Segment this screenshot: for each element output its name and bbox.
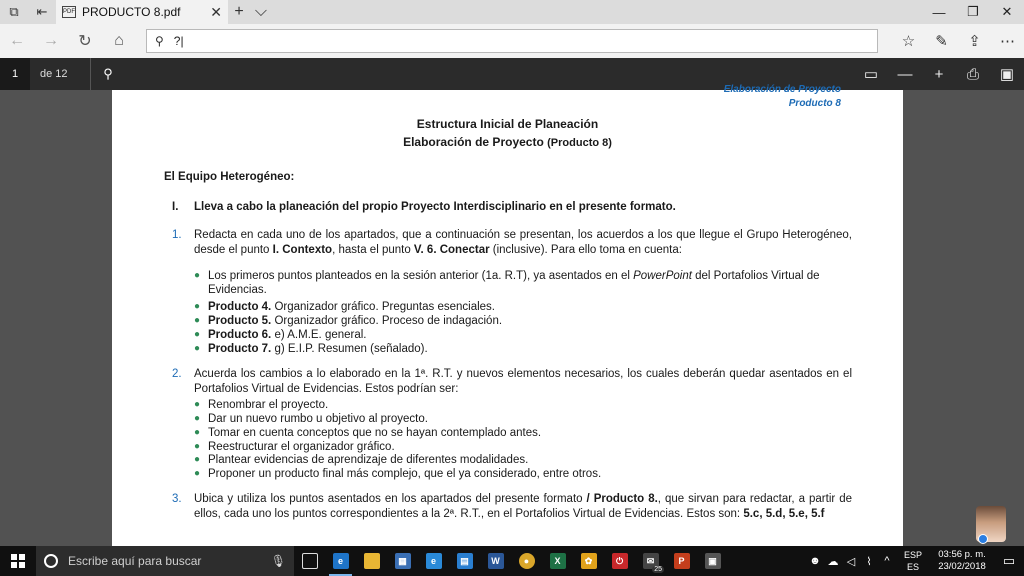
avatar[interactable]	[976, 506, 1006, 542]
tab-close-icon[interactable]: ✕	[210, 3, 222, 20]
address-input[interactable]: ?|	[173, 34, 184, 48]
forward-arrow-icon[interactable]: →	[43, 32, 59, 49]
word-icon[interactable]: W	[480, 546, 511, 576]
more-icon[interactable]: ⋯	[1000, 33, 1015, 50]
powerpoint-icon[interactable]: P	[666, 546, 697, 576]
save-icon[interactable]: ▣	[999, 66, 1015, 83]
tab-actions-icon[interactable]: ⧉	[9, 4, 19, 19]
section-text: Lleva a cabo la planeación del propio Proyecto Interdisciplinario en el presente formato.	[194, 201, 676, 213]
bullet-item	[194, 467, 854, 481]
restore-icon[interactable]: ❐	[967, 4, 979, 19]
favorites-icon[interactable]: ☆	[901, 33, 916, 50]
browser-tab-bar	[0, 0, 1024, 24]
excel-icon[interactable]: X	[542, 546, 573, 576]
bullet-item	[194, 412, 854, 426]
bullet-icon: ●	[194, 270, 201, 281]
document-subtitle	[112, 135, 903, 149]
onedrive-icon[interactable]: ☁	[827, 555, 839, 568]
item-number: 3.	[172, 493, 182, 505]
header-top-text: Elaboración de Proyecto	[723, 84, 841, 95]
bullet-item	[194, 453, 854, 467]
section-heading	[172, 201, 676, 213]
item-text: Redacta en cada uno de los apartados, que a continuación se presentan, los acuerdos a los que llegue el Grupo Heterogéneo, desde el punto I. Contexto, hasta el punto V. 6. Conectar (inclusive). Para ello toma en cuenta:	[194, 229, 852, 256]
paint-icon[interactable]: ✿	[573, 546, 604, 576]
bullet-icon: ●	[194, 343, 201, 354]
home-icon[interactable]: ⌂	[114, 32, 124, 49]
bullet-icon: ●	[194, 441, 201, 452]
minimize-icon[interactable]: —	[932, 4, 946, 20]
file-explorer-icon[interactable]	[356, 546, 387, 576]
pdf-viewer[interactable]	[0, 84, 1024, 546]
clock[interactable]: 03:56 p. m. 23/02/2018	[938, 549, 986, 572]
people-icon[interactable]: ☻	[809, 555, 821, 567]
bullet-item	[194, 426, 854, 440]
chrome-icon[interactable]: ●	[511, 546, 542, 576]
bullet-text: Plantear evidencias de aprendizaje de diferentes modalidades.	[208, 454, 529, 466]
close-window-icon[interactable]: ✕	[1001, 4, 1013, 19]
header-product: Producto 8	[788, 98, 841, 109]
back-arrow-icon[interactable]: ←	[9, 32, 25, 49]
mail-badge: 25	[654, 566, 662, 573]
search-icon: ⚲	[155, 34, 164, 48]
bullet-item	[194, 314, 854, 328]
power-icon[interactable]: ⏻	[604, 546, 635, 576]
share-icon[interactable]: ⇪	[968, 33, 981, 50]
subtitle-product: (Producto 8)	[547, 137, 612, 149]
list-item-1	[172, 228, 852, 258]
avatar-badge-icon	[978, 534, 988, 544]
web-note-icon[interactable]: ✎	[935, 33, 948, 50]
cortana-icon	[44, 554, 58, 568]
start-button[interactable]	[0, 546, 36, 576]
tab-title: PRODUCTO 8.pdf	[82, 5, 181, 19]
bullet-item	[194, 440, 854, 454]
misc-app-icon[interactable]: ▣	[697, 546, 728, 576]
window-controls	[922, 0, 1024, 24]
bullet-item	[194, 398, 854, 412]
system-tray	[806, 546, 1024, 576]
bullet-text: Reestructurar el organizador gráfico.	[208, 441, 395, 453]
tab-producto-8[interactable]	[56, 0, 228, 24]
print-icon[interactable]: ⎙	[966, 65, 979, 83]
bullet-icon: ●	[194, 427, 201, 438]
pdf-page	[112, 84, 903, 550]
windows-logo-icon	[11, 554, 25, 568]
item-text: Acuerda los cambios a lo elaborado en la 1ª. R.T. y nuevos elementos necesarios, los cuales deberán quedar asentados en el Portafolios Virtual de Evidencias. Estos podrían ser:	[194, 368, 852, 395]
bullet-text: Producto 6. e) A.M.E. general.	[208, 329, 367, 341]
bullet-icon: ●	[194, 454, 201, 465]
item-text: Ubica y utiliza los puntos asentados en los apartados del presente formato / Producto 8., que sirvan para redactar, a partir de ellos, cada uno los puntos correspondientes a la 2ª. R.T., en el Portafolios Virtual de Evidencias. Estos son: 5.c, 5.d, 5.e, 5.f	[194, 493, 852, 520]
notification-center-icon[interactable]: ▭	[1002, 553, 1016, 568]
bullet-text: Tomar en cuenta conceptos que no se hayan contemplado antes.	[208, 427, 542, 439]
team-heading: El Equipo Heterogéneo:	[164, 171, 295, 183]
volume-icon[interactable]: ◁	[846, 555, 856, 568]
microphone-icon[interactable]: 🎙	[270, 554, 286, 568]
subtitle-main: Elaboración de Proyecto	[403, 135, 544, 149]
pdf-search-icon[interactable]: ⚲	[90, 58, 126, 90]
search-placeholder: Escribe aquí para buscar	[68, 554, 202, 568]
navigation-bar	[0, 24, 1024, 58]
pdf-toolbar	[0, 58, 1024, 90]
chevron-up-icon[interactable]: ^	[884, 555, 890, 567]
bullet-text: Los primeros puntos planteados en la sesión anterior (1a. R.T), ya asentados en el PowerPoint del Portafolios Virtual de Evidencias.	[208, 270, 820, 296]
page-count: de 12	[40, 68, 68, 80]
page-number-input[interactable]: 1	[0, 58, 30, 90]
bullet-icon: ●	[194, 315, 201, 326]
bullet-icon: ●	[194, 399, 201, 410]
new-tab-button[interactable]: +	[234, 3, 244, 20]
item-number: 2.	[172, 368, 182, 380]
bullet-icon: ●	[194, 329, 201, 340]
pdf-file-icon: PDF	[62, 6, 76, 18]
zoom-out-icon[interactable]: —	[897, 65, 913, 83]
bullet-item	[194, 342, 854, 356]
item-number: 1.	[172, 229, 182, 241]
browser-actions	[892, 24, 1024, 58]
bullet-text: Producto 4. Organizador gráfico. Preguntas esenciales.	[208, 301, 495, 313]
bullet-icon: ●	[194, 413, 201, 424]
section-number: I.	[172, 201, 179, 213]
bullet-item	[194, 269, 854, 297]
bullet-text: Renombrar el proyecto.	[208, 399, 329, 411]
bullet-icon: ●	[194, 301, 201, 312]
fit-page-icon[interactable]: ▭	[863, 66, 879, 83]
tab-preview-chevron-icon[interactable]: ⌵	[254, 3, 268, 20]
bullet-item	[194, 300, 854, 314]
bullet-text: Producto 7. g) E.I.P. Resumen (señalado).	[208, 343, 428, 355]
mail-icon[interactable]: ✉ 25	[635, 546, 666, 576]
bullet-text: Proponer un producto final más complejo, que el ya considerado, entre otros.	[208, 468, 602, 480]
document-title: Estructura Inicial de Planeación	[416, 117, 599, 131]
list-item-3	[172, 492, 852, 522]
language-indicator[interactable]: ESP ES	[903, 550, 922, 572]
address-bar[interactable]	[146, 29, 878, 53]
taskbar-search[interactable]	[36, 546, 294, 576]
bullet-item	[194, 328, 854, 342]
store-icon[interactable]: ▦	[387, 546, 418, 576]
windows-taskbar	[0, 546, 1024, 576]
outlook-icon[interactable]: ▤	[449, 546, 480, 576]
zoom-in-icon[interactable]: +	[934, 65, 944, 83]
internet-explorer-icon[interactable]: e	[418, 546, 449, 576]
network-icon[interactable]: ⌇	[866, 555, 872, 568]
task-view-icon[interactable]	[294, 546, 325, 576]
list-item-2	[172, 367, 852, 397]
bullet-text: Dar un nuevo rumbo u objetivo al proyecto.	[208, 413, 428, 425]
bullet-icon: ●	[194, 468, 201, 479]
pdf-toolbar-actions	[854, 58, 1024, 90]
bullet-text: Producto 5. Organizador gráfico. Proceso de indagación.	[208, 315, 503, 327]
refresh-icon[interactable]: ↻	[78, 33, 92, 50]
edge-app-icon[interactable]: e	[325, 546, 356, 576]
set-tabs-aside-icon[interactable]: ⇤	[36, 4, 48, 19]
